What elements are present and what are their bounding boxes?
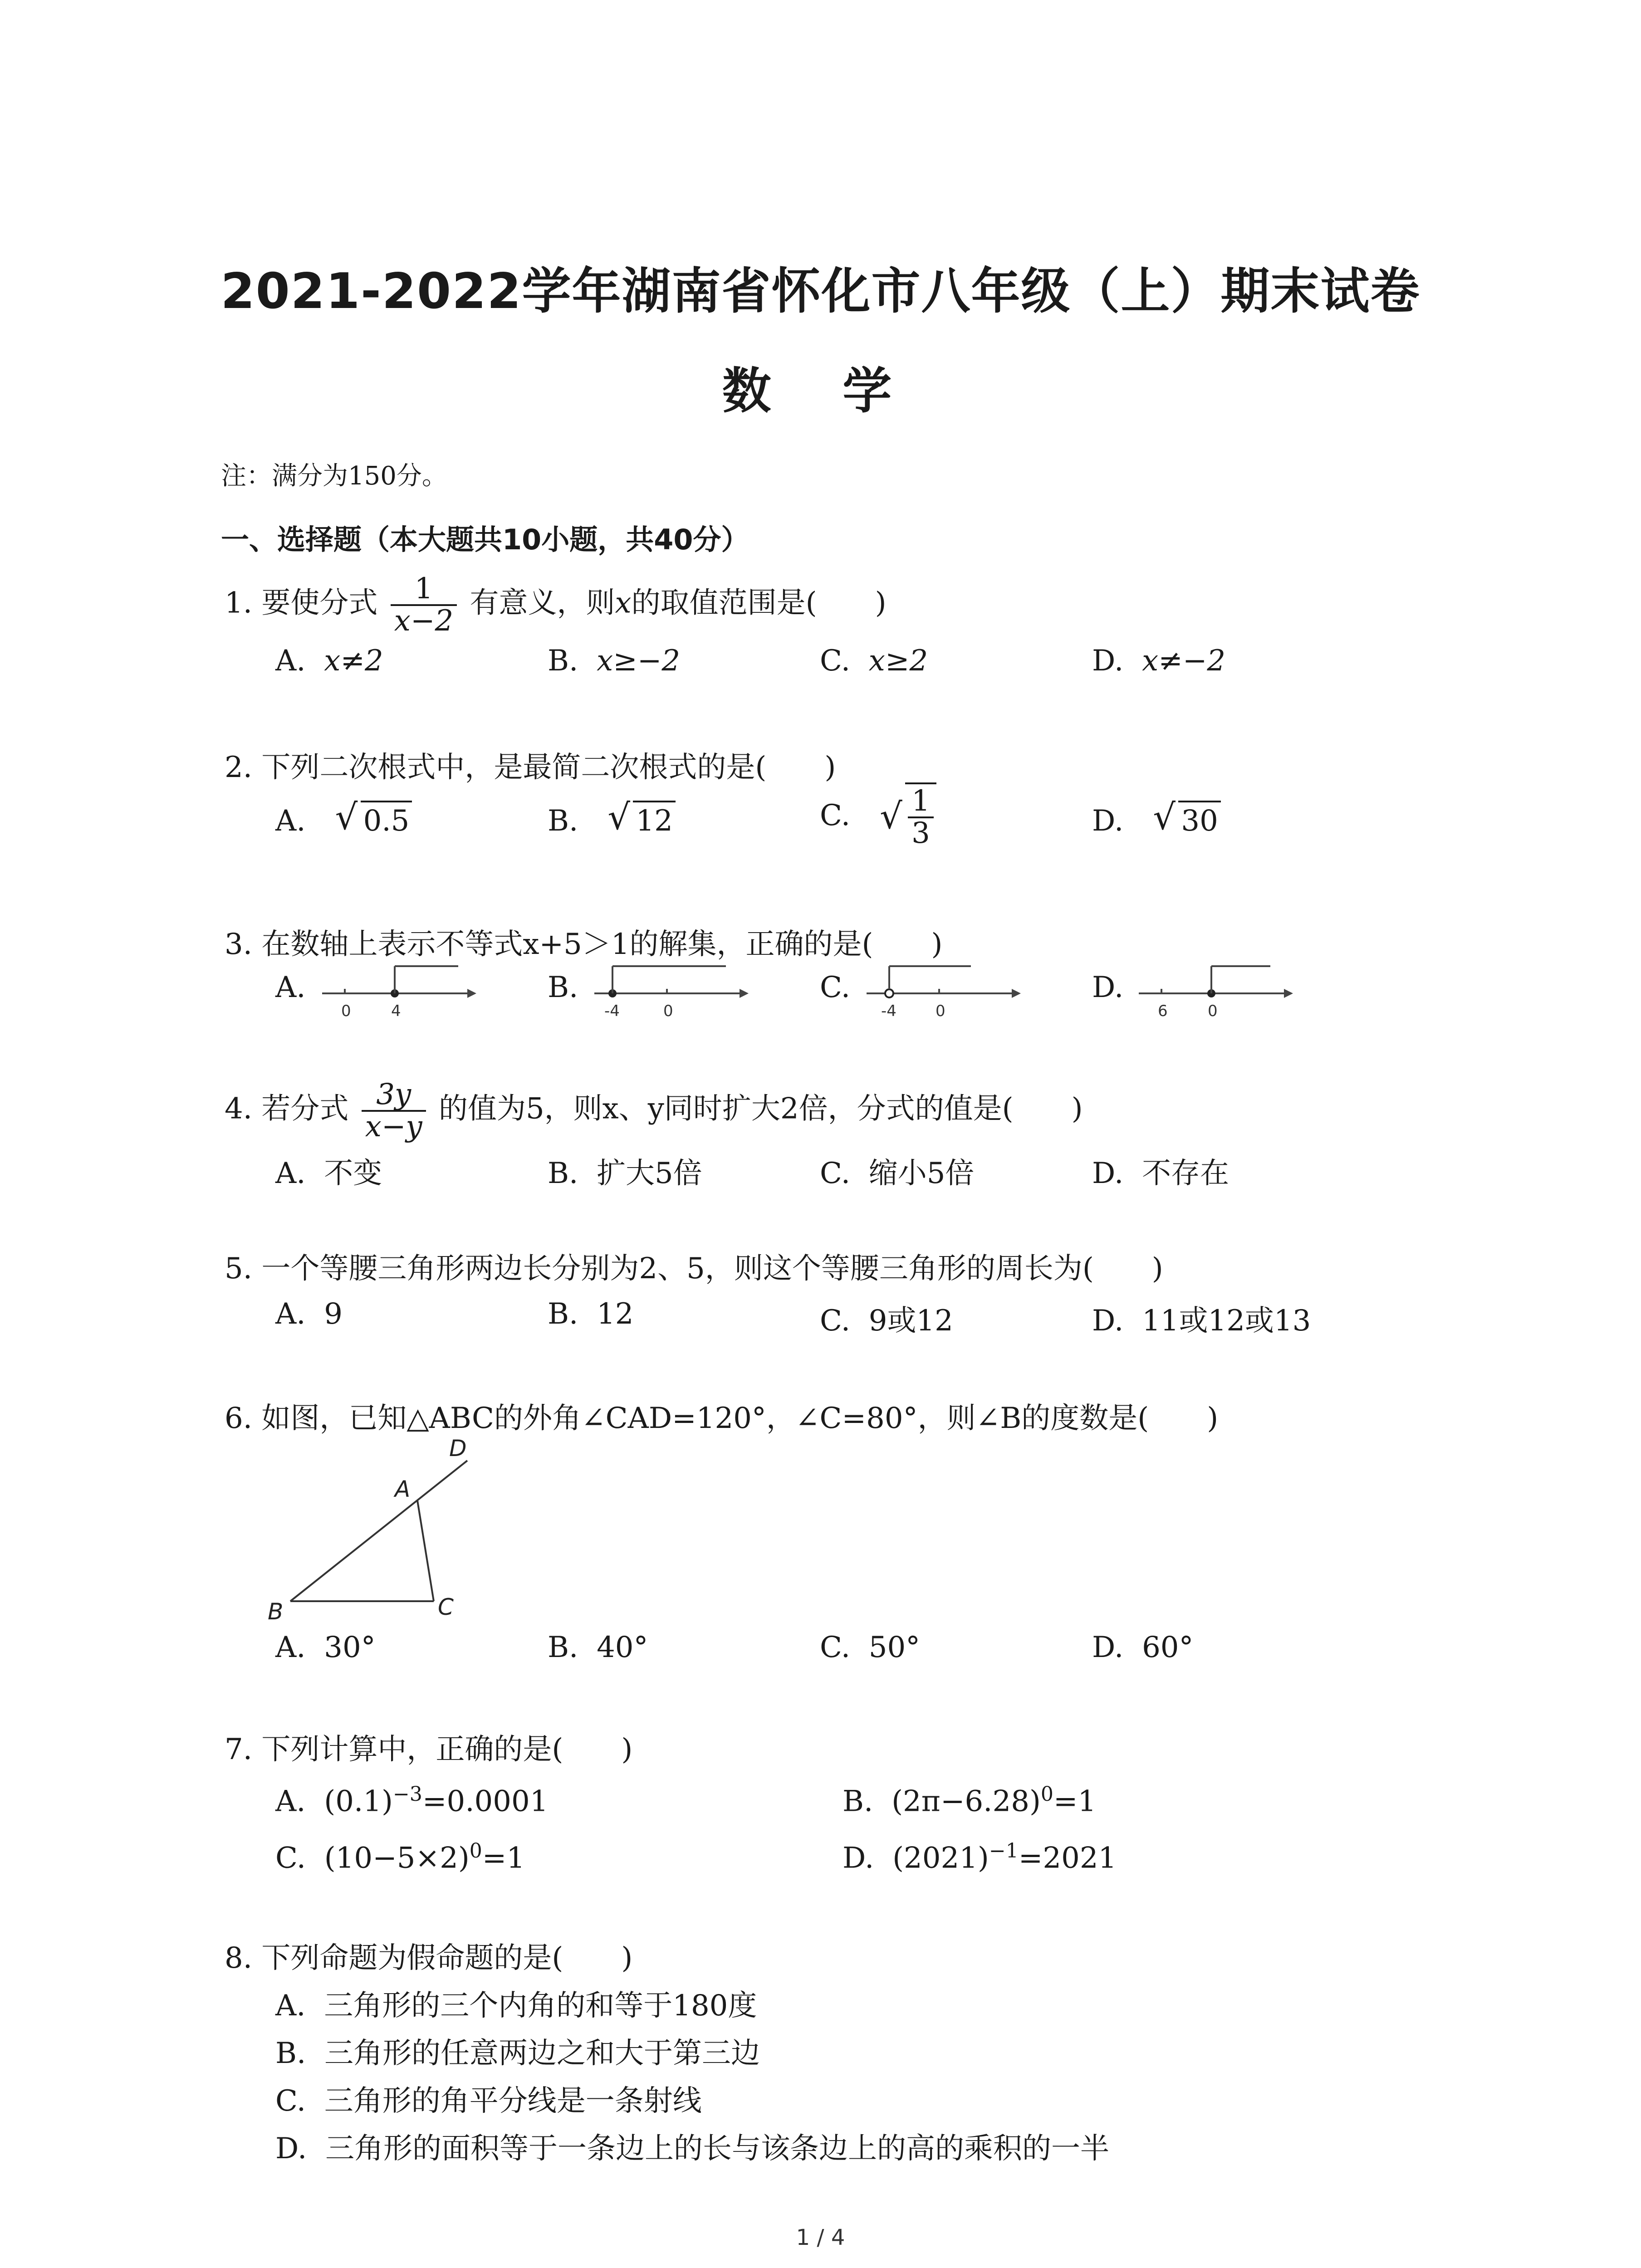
number-line-c (862, 953, 1025, 1021)
option-d (1092, 1297, 1311, 1339)
question-2 (225, 744, 836, 786)
radicand: 30 (1178, 801, 1220, 838)
exam-title: 2021-2022学年湖南省怀化市八年级（上）期末试卷 (220, 263, 1421, 320)
tick-label: 0 (663, 1002, 673, 1020)
question-5 (225, 1245, 1163, 1287)
option-label: D. (1092, 644, 1124, 678)
option-text: x≠−2 (1142, 644, 1226, 678)
option-c (275, 2077, 702, 2119)
section-heading: 一、选择题（本大题共10小题，共40分） (221, 523, 749, 556)
expression-base: (0.1) (324, 1784, 393, 1818)
option-b (275, 2030, 760, 2072)
option-text: 60° (1142, 1631, 1194, 1664)
tick-label: 0 (341, 1002, 351, 1020)
question-number: 7. (225, 1733, 253, 1766)
option-b (548, 1631, 648, 1664)
question-number: 2. (225, 751, 253, 784)
option-a (275, 1631, 376, 1664)
fraction (391, 574, 457, 636)
option-label: B. (843, 1784, 873, 1818)
option-label: C. (820, 1631, 851, 1664)
option-text: 三角形的任意两边之和大于第三边 (324, 2037, 760, 2070)
question-text: 一个等腰三角形两边长分别为2、5，则这个等腰三角形的周长为( ) (261, 1252, 1163, 1286)
fraction-numerator: 1 (908, 786, 934, 818)
question-8 (225, 1935, 632, 1976)
tick-label: 4 (391, 1002, 401, 1020)
option-label: A. (275, 1784, 306, 1818)
option-text: 11或12或13 (1142, 1304, 1311, 1338)
point-label-a: A (395, 1476, 411, 1502)
option-d (1092, 1150, 1229, 1192)
option-label: C. (275, 2084, 306, 2118)
option-label: C. (275, 1841, 306, 1875)
option-a (275, 1982, 757, 2024)
option-label: D. (1092, 804, 1124, 838)
question-number: 5. (225, 1252, 253, 1286)
sqrt-expression: √ 12 (606, 801, 675, 838)
sqrt-expression: √ $\frac{1}{3}$ (878, 782, 936, 849)
question-1 (225, 574, 887, 636)
option-c (820, 644, 928, 678)
option-label: D. (1092, 1304, 1124, 1338)
radicand: 12 (633, 801, 675, 838)
option-text: 9或12 (868, 1304, 953, 1338)
expression-rest: =1 (1053, 1784, 1097, 1818)
option-b (843, 1783, 1096, 1818)
score-note: 注：满分为150分。 (221, 461, 447, 491)
sqrt-expression: √ 0.5 (333, 801, 412, 838)
number-line-b (590, 953, 753, 1021)
fraction (362, 1080, 426, 1142)
option-label: C. (820, 1304, 851, 1338)
option-label: A. (275, 1157, 306, 1190)
question-number: 1. (225, 586, 253, 620)
option-text: x≥2 (868, 644, 928, 678)
option-a (275, 1783, 548, 1818)
option-label: B. (275, 2037, 306, 2070)
question-4 (225, 1080, 1083, 1142)
triangle-figure (254, 1429, 499, 1628)
option-c (820, 1631, 920, 1664)
option-c-label: C. (820, 971, 851, 1004)
option-c (275, 1839, 525, 1875)
expression-rest: =1 (482, 1841, 525, 1875)
option-text: x≥−2 (597, 644, 681, 678)
point-label-c: C (438, 1594, 454, 1620)
fraction-denominator: x−y (365, 1110, 422, 1144)
option-text: 40° (597, 1631, 648, 1664)
option-d (1092, 1631, 1194, 1664)
question-text: 有意义，则 (470, 586, 615, 620)
question-text: 要使分式 (261, 586, 378, 620)
question-number: 6. (225, 1402, 253, 1435)
option-c (820, 1297, 953, 1339)
question-text: 在数轴上表示不等式x+5＞1的解集，正确的是( ) (261, 928, 943, 961)
radicand: 0.5 (361, 801, 412, 838)
option-text: 不变 (324, 1157, 382, 1190)
option-label: A. (275, 804, 306, 838)
option-b-label: B. (548, 971, 578, 1004)
expression-base: (2π−6.28) (892, 1784, 1041, 1818)
question-text: 的取值范围是( ) (631, 586, 887, 620)
option-d (275, 2125, 1109, 2167)
option-label: B. (548, 1297, 578, 1331)
option-text: 12 (597, 1297, 634, 1331)
page-number: 1 / 4 (796, 2225, 845, 2250)
tick-label: 0 (936, 1002, 945, 1020)
option-label: D. (843, 1841, 874, 1875)
option-label: C. (820, 799, 851, 833)
exponent: 0 (469, 1839, 482, 1862)
option-label: A. (275, 644, 306, 678)
variable: x (615, 586, 632, 620)
option-label: B. (548, 1631, 578, 1664)
option-b (548, 644, 680, 678)
option-label: D. (1092, 1631, 1124, 1664)
question-text: 下列计算中，正确的是( ) (261, 1733, 633, 1766)
option-text: 三角形的三个内角的和等于180度 (324, 1989, 757, 2023)
option-c (820, 782, 936, 849)
option-text: 9 (324, 1297, 343, 1331)
option-label: A. (275, 1297, 306, 1331)
question-text: 下列命题为假命题的是( ) (261, 1941, 633, 1975)
option-text: 缩小5倍 (868, 1157, 975, 1190)
expression-rest: =0.0001 (422, 1784, 549, 1818)
question-number: 4. (225, 1092, 253, 1126)
option-a (275, 644, 383, 678)
option-d (1092, 644, 1225, 678)
option-c (820, 1150, 974, 1192)
sqrt-expression: √ 30 (1151, 801, 1220, 838)
exponent: −1 (989, 1839, 1019, 1862)
fraction-denominator: 3 (911, 816, 930, 850)
option-a (275, 1150, 382, 1192)
number-line-a (318, 953, 481, 1021)
tick-label: -4 (604, 1002, 620, 1020)
option-a (275, 797, 412, 838)
option-label: B. (548, 804, 578, 838)
number-line-d (1134, 953, 1298, 1021)
point-label-d: D (449, 1435, 467, 1461)
option-text: 30° (324, 1631, 376, 1664)
option-d (1092, 797, 1221, 838)
expression-base: (10−5×2) (324, 1841, 470, 1875)
option-label: A. (275, 1631, 306, 1664)
option-a-label: A. (275, 971, 306, 1004)
option-b (548, 797, 676, 838)
expression-base: (2021) (892, 1841, 989, 1875)
option-text: 50° (868, 1631, 921, 1664)
fraction-numerator: 1 (391, 574, 457, 606)
option-label: D. (275, 2132, 307, 2165)
question-text: 下列二次根式中，是最简二次根式的是( ) (261, 751, 836, 784)
point-label-b: B (268, 1598, 284, 1625)
tick-label: 0 (1208, 1002, 1218, 1020)
question-text: 的值为5，则x、y同时扩大2倍，分式的值是( ) (438, 1092, 1083, 1126)
tick-label: -4 (881, 1002, 896, 1020)
option-text: 扩大5倍 (597, 1157, 702, 1190)
option-label: D. (1092, 1157, 1124, 1190)
option-label: C. (820, 644, 851, 678)
expression-rest: =2021 (1018, 1841, 1117, 1875)
option-d (843, 1839, 1117, 1875)
option-b (548, 1297, 634, 1331)
option-a (275, 1297, 343, 1331)
option-label: B. (548, 1157, 578, 1190)
fraction-numerator: 3y (362, 1080, 426, 1112)
option-label: A. (275, 1989, 306, 2023)
question-number: 3. (225, 928, 253, 961)
option-text: 不存在 (1142, 1157, 1230, 1190)
question-text: 如图，已知△ABC的外角∠CAD=120°，∠C=80°，则∠B的度数是( ) (261, 1402, 1219, 1435)
tick-label: 6 (1158, 1002, 1168, 1020)
option-text: x≠2 (324, 644, 383, 678)
exponent: −3 (392, 1783, 422, 1806)
option-d-label: D. (1092, 971, 1124, 1004)
question-number: 8. (225, 1941, 253, 1975)
option-text: 三角形的面积等于一条边上的长与该条边上的高的乘积的一半 (325, 2132, 1110, 2165)
exam-subject: 数 学 (722, 363, 919, 420)
option-label: B. (548, 644, 578, 678)
exponent: 0 (1040, 1783, 1053, 1806)
option-label: C. (820, 1157, 851, 1190)
question-7 (225, 1726, 632, 1768)
option-b (548, 1150, 702, 1192)
question-text: 若分式 (261, 1092, 349, 1126)
option-text: 三角形的角平分线是一条射线 (324, 2084, 702, 2118)
fraction-denominator: x−2 (394, 604, 454, 638)
